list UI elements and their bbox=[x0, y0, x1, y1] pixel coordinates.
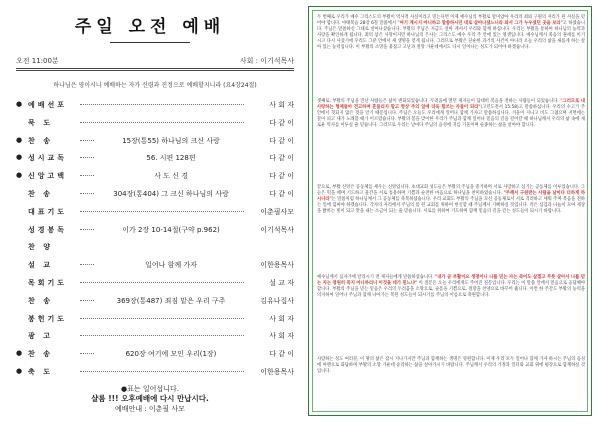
divider bbox=[16, 70, 294, 71]
closing-greeting: 샬롬 !!! 오후예배에 다시 만납시다. bbox=[91, 394, 209, 403]
order-leader-name: 사 회 자 bbox=[269, 101, 294, 109]
order-row bbox=[16, 365, 294, 378]
service-officiant: 사회 : 이기석목사 bbox=[239, 57, 294, 65]
dotted-leader bbox=[80, 353, 94, 354]
order-content: 369장(통487) 죄짐 맡은 우리 구주 bbox=[116, 296, 226, 305]
order-row bbox=[16, 116, 294, 129]
standing-note: ●표는 일어섭니다. bbox=[121, 385, 179, 393]
dotted-leader bbox=[80, 318, 244, 319]
order-leader-name: 다 같 이 bbox=[269, 136, 294, 145]
standing-bullet: ● bbox=[16, 349, 23, 358]
dotted-leader bbox=[80, 282, 244, 283]
dotted-leader bbox=[80, 175, 94, 176]
dotted-leader bbox=[80, 211, 244, 212]
sermon-highlight: "주께서 구원받는 사람을 날마다 더하게 하시니라" bbox=[317, 191, 585, 203]
order-content: 이가 2장 10-14절(구약 p.962) bbox=[122, 225, 220, 234]
usher-info: 예배안내 : 이춘필 사모 bbox=[115, 405, 185, 413]
order-row bbox=[16, 151, 294, 164]
order-row bbox=[16, 169, 294, 182]
sermon-text: 는 말씀처럼 하나님께서 그 공동체를 축복하셨습니다. 우리 교회도 부활의 주님을 모신 공동체로서 서로 격려하고 세워 주며 복음을 전하는 일에 힘써야 하겠습니다. 각자의 자리에서 주님의 몸 된 교회를 위하여 헌신할 때 주님께서 기뻐하실 것입니다. 작은 섬김과 나눔이 모여 세상을 밝히는 빛이 되고 맛을 내는 소금이 되는 줄 믿습니다. 서로를 위하여 기도하며 함께 믿음의 길을 걷는 성도들이 되시기 바랍니다. bbox=[317, 197, 585, 215]
order-content: 15장(통55) 하나님의 크신 사랑 bbox=[122, 136, 220, 145]
sermon-paragraph bbox=[317, 357, 585, 375]
page-title: 주일 오전 예배 bbox=[74, 17, 226, 37]
order-content: 사 도 신 경 bbox=[154, 172, 188, 181]
order-label: 묵 도 bbox=[28, 118, 53, 127]
order-label: 성경봉독 bbox=[28, 225, 68, 234]
order-label: 찬 송 bbox=[28, 296, 53, 305]
sermon-paragraph bbox=[317, 275, 585, 299]
order-label: 목회기도 bbox=[28, 279, 68, 287]
order-leader-name: 이한용목사 bbox=[260, 368, 294, 376]
order-label: 대표기도 bbox=[28, 207, 68, 216]
sermon-text: 고 하였습니다. 주님은 말씀하신 그대로 살아나셨습니다. 부활의 주님은 지금도 살아 계셔서 우리와 함께 하십니다. 우리는 부활을 통하여 하나님의 능력과 사랑을 확인하게 됩니다. 죄의 삯은 사망이지만 하나님의 은사는 그리스도 예수 우리 주 안에 있는 영생입니다. 예수님께서 죽음의 권세를 이기시고 다시 사셨기에 우리도 그분 안에서 새 생명을 얻게 됩니다. 그러므로 부활은 단순한 과거의 사건이 아니라 오늘 우리의 삶을 새롭게 하는 살아 있는 능력입니다. 이 부활의 소망을 붙잡고 고난과 절망 가운데에서도 다시 일어나는 성도가 되어야 하겠습니다. bbox=[317, 21, 585, 51]
order-leader-name: 이한용목사 bbox=[260, 261, 294, 270]
order-leader-name: 이기석목사 bbox=[260, 225, 294, 234]
sermon-highlight: "그러므로 내 사랑하는 형제들아 견고하며 흔들리지 말고 항상 주의 일에 더욱 힘쓰는 자들이 되라" bbox=[317, 99, 585, 111]
order-leader-name: 다 같 이 bbox=[269, 350, 294, 359]
sermon-text: 끝으로, 부활 신앙은 공동체를 세우는 신앙입니다. 초대교회 성도들은 부활의 주님을 증거하며 서로 사랑하고 섬기는 공동체를 이루었습니다. 그들은 떡을 떼며 기도하고 물건을 서로 통용하며 기쁨과 순전한 마음으로 하나님을 찬미하였습니다. bbox=[317, 185, 585, 197]
sermon-text: 예수님께서 십자가에 달리시기 전 제자들에게 말씀하셨습니다. bbox=[317, 275, 436, 280]
dotted-leader bbox=[80, 140, 94, 141]
order-label: 찬 송 bbox=[28, 350, 53, 359]
order-leader-name: 사 회 자 bbox=[269, 332, 294, 341]
scripture-motto: 하나님은 영이시니 예배하는 자가 신령과 진정으로 예배할지니라 (요4장24절) bbox=[53, 82, 257, 89]
order-row bbox=[16, 240, 294, 253]
standing-bullet: ● bbox=[16, 100, 23, 108]
order-label: 예배선포 bbox=[28, 101, 68, 109]
order-row bbox=[16, 294, 294, 307]
order-leader-name: 다 같 이 bbox=[269, 190, 294, 198]
order-leader-name: 이춘필사모 bbox=[260, 207, 294, 216]
dotted-leader bbox=[80, 157, 94, 158]
title-underline bbox=[110, 42, 190, 43]
standing-bullet: ● bbox=[16, 135, 23, 144]
order-label: 찬 송 bbox=[28, 190, 53, 198]
dotted-leader bbox=[80, 335, 244, 336]
dotted-leader bbox=[80, 193, 94, 194]
order-leader-name: 다 같 이 bbox=[269, 154, 294, 163]
order-label: 봉헌기도 bbox=[28, 314, 68, 323]
sermon-paragraph bbox=[317, 99, 585, 129]
order-label: 축 도 bbox=[28, 368, 53, 376]
order-leader-name: 김유나집사 bbox=[260, 296, 294, 305]
bulletin-footer bbox=[0, 384, 300, 414]
standing-bullet: ● bbox=[16, 171, 23, 180]
order-row bbox=[16, 187, 294, 200]
order-content: 304장(통404) 그 크신 하나님의 사랑 bbox=[113, 190, 229, 198]
sermon-paragraph bbox=[317, 185, 585, 215]
sermon-paragraph bbox=[317, 15, 585, 52]
order-row bbox=[16, 347, 294, 360]
sermon-text: 이 질문은 오늘 우리에게도 주어진 질문입니다. 우리는 이 말씀 앞에서 믿음으로 응답해야 합니다. 부활의 주님을 믿는 믿음은 우리의 두려움을 소망으로, 슬픔을 기쁨으로, 절망을 찬양으로 바꾸어 줍니다. 이번 한 주간도 부활의 능력을 의지하여 일어나 주님과 함께 나아가는 복된 성도들이 되시기를 주님의 이름으로 축원합니다. bbox=[317, 281, 586, 299]
order-row bbox=[16, 98, 294, 111]
sermon-panel bbox=[308, 6, 592, 416]
dotted-leader bbox=[80, 300, 94, 301]
order-label: 성시교독 bbox=[28, 154, 68, 163]
order-leader-name: 다 같 이 bbox=[269, 172, 294, 181]
order-row bbox=[16, 205, 294, 218]
order-leader-name: 다 같 이 bbox=[269, 118, 294, 127]
dotted-leader bbox=[80, 122, 244, 123]
dotted-leader bbox=[80, 229, 94, 230]
order-row bbox=[16, 329, 294, 342]
order-label: 찬 송 bbox=[28, 136, 53, 145]
service-time: 오전 11:00분 bbox=[16, 57, 59, 65]
standing-bullet: ● bbox=[16, 153, 23, 162]
order-row bbox=[16, 134, 294, 147]
standing-bullet: ● bbox=[16, 367, 23, 375]
dotted-leader bbox=[80, 371, 244, 372]
order-content: 620장 여기에 모인 우리(1장) bbox=[125, 350, 217, 359]
order-content: 56. 시편 128편 bbox=[146, 154, 196, 163]
order-label: 광 고 bbox=[28, 332, 53, 341]
order-content: 일어나 함께 가자 bbox=[145, 261, 197, 270]
order-row bbox=[16, 276, 294, 289]
dotted-leader bbox=[80, 104, 244, 105]
order-label: 신앙고백 bbox=[28, 172, 68, 181]
sermon-text: 두 번째로 우리가 예수 그리스도의 부활이 역사적 사실이라고 믿는다면 이제 예수님의 부활로 말미암아 우리의 죄와 구원의 자리가 된 사실을 믿어야 합니다. 마태복음 28장 6절 말씀에서 bbox=[317, 15, 585, 27]
sermon-highlight: "내가 곧 부활이요 생명이니 나를 믿는 자는 죽어도 살겠고 무릇 살아서 나를 믿는 자는 영원히 죽지 아니하리니 이것을 네가 믿느냐" bbox=[317, 275, 585, 287]
dotted-leader bbox=[80, 264, 94, 265]
order-row bbox=[16, 223, 294, 236]
order-label: 설 교 bbox=[28, 261, 53, 270]
divider bbox=[16, 68, 294, 69]
order-leader-name: 사 회 자 bbox=[269, 314, 294, 323]
service-meta bbox=[16, 56, 294, 66]
order-label: 찬 양 bbox=[28, 243, 53, 252]
sermon-text: 셋째로, 부활의 주님을 만난 사람들은 삶이 변화되었습니다. 두려움에 떨던 제자들이 담대히 복음을 전하는 사람들이 되었습니다. bbox=[317, 99, 561, 104]
sermon-highlight: "여기 계시지 아니하고 말씀하시던 대로 살아나셨느니라 와서 그가 누우셨던 곳을 보라" bbox=[397, 21, 563, 27]
sermon-text: (고린도전서 15:58)고 말씀하십니다. 우리의 수고가 주 안에서 헛되지 않은 것을 알기 때문입니다. 주님은 오늘도 우리에게 일어나 함께 가자고 말씀하십니다. 겨울이 지나고 비도 그쳤으며 지면에는 꽃이 피고 새가 노래할 때가 이르렀습니다. 부활의 봄을 맞이한 우리가 주님과 함께 일어나 믿음의 길을 걸어갈 때 하나님께서 우리의 삶 속에 새로운 역사를 이루실 줄 믿습니다. 그러므로 우리는 날마다 주님의 음성에 귀를 기울이며 순종하는 삶을 살아야 합니다. bbox=[317, 105, 585, 129]
order-row bbox=[16, 258, 294, 271]
sermon-text: 사랑하는 성도 여러분, 이 땅의 삶은 잠시 지나가지만 주님과 함께하는 생명은 영원합니다. 이제 우리 모두 일어나 함께 가자 하시는 주님의 음성에 아멘으로 화답하며 부활의 소망 가운데 승리하는 삶을 살아가시기 바랍니다. 주님께서 우리의 가정과 일터와 교회 위에 평강으로 함께하실 것입니다. bbox=[317, 357, 585, 375]
order-leader-name: 설 교 자 bbox=[269, 279, 294, 287]
order-row bbox=[16, 312, 294, 325]
